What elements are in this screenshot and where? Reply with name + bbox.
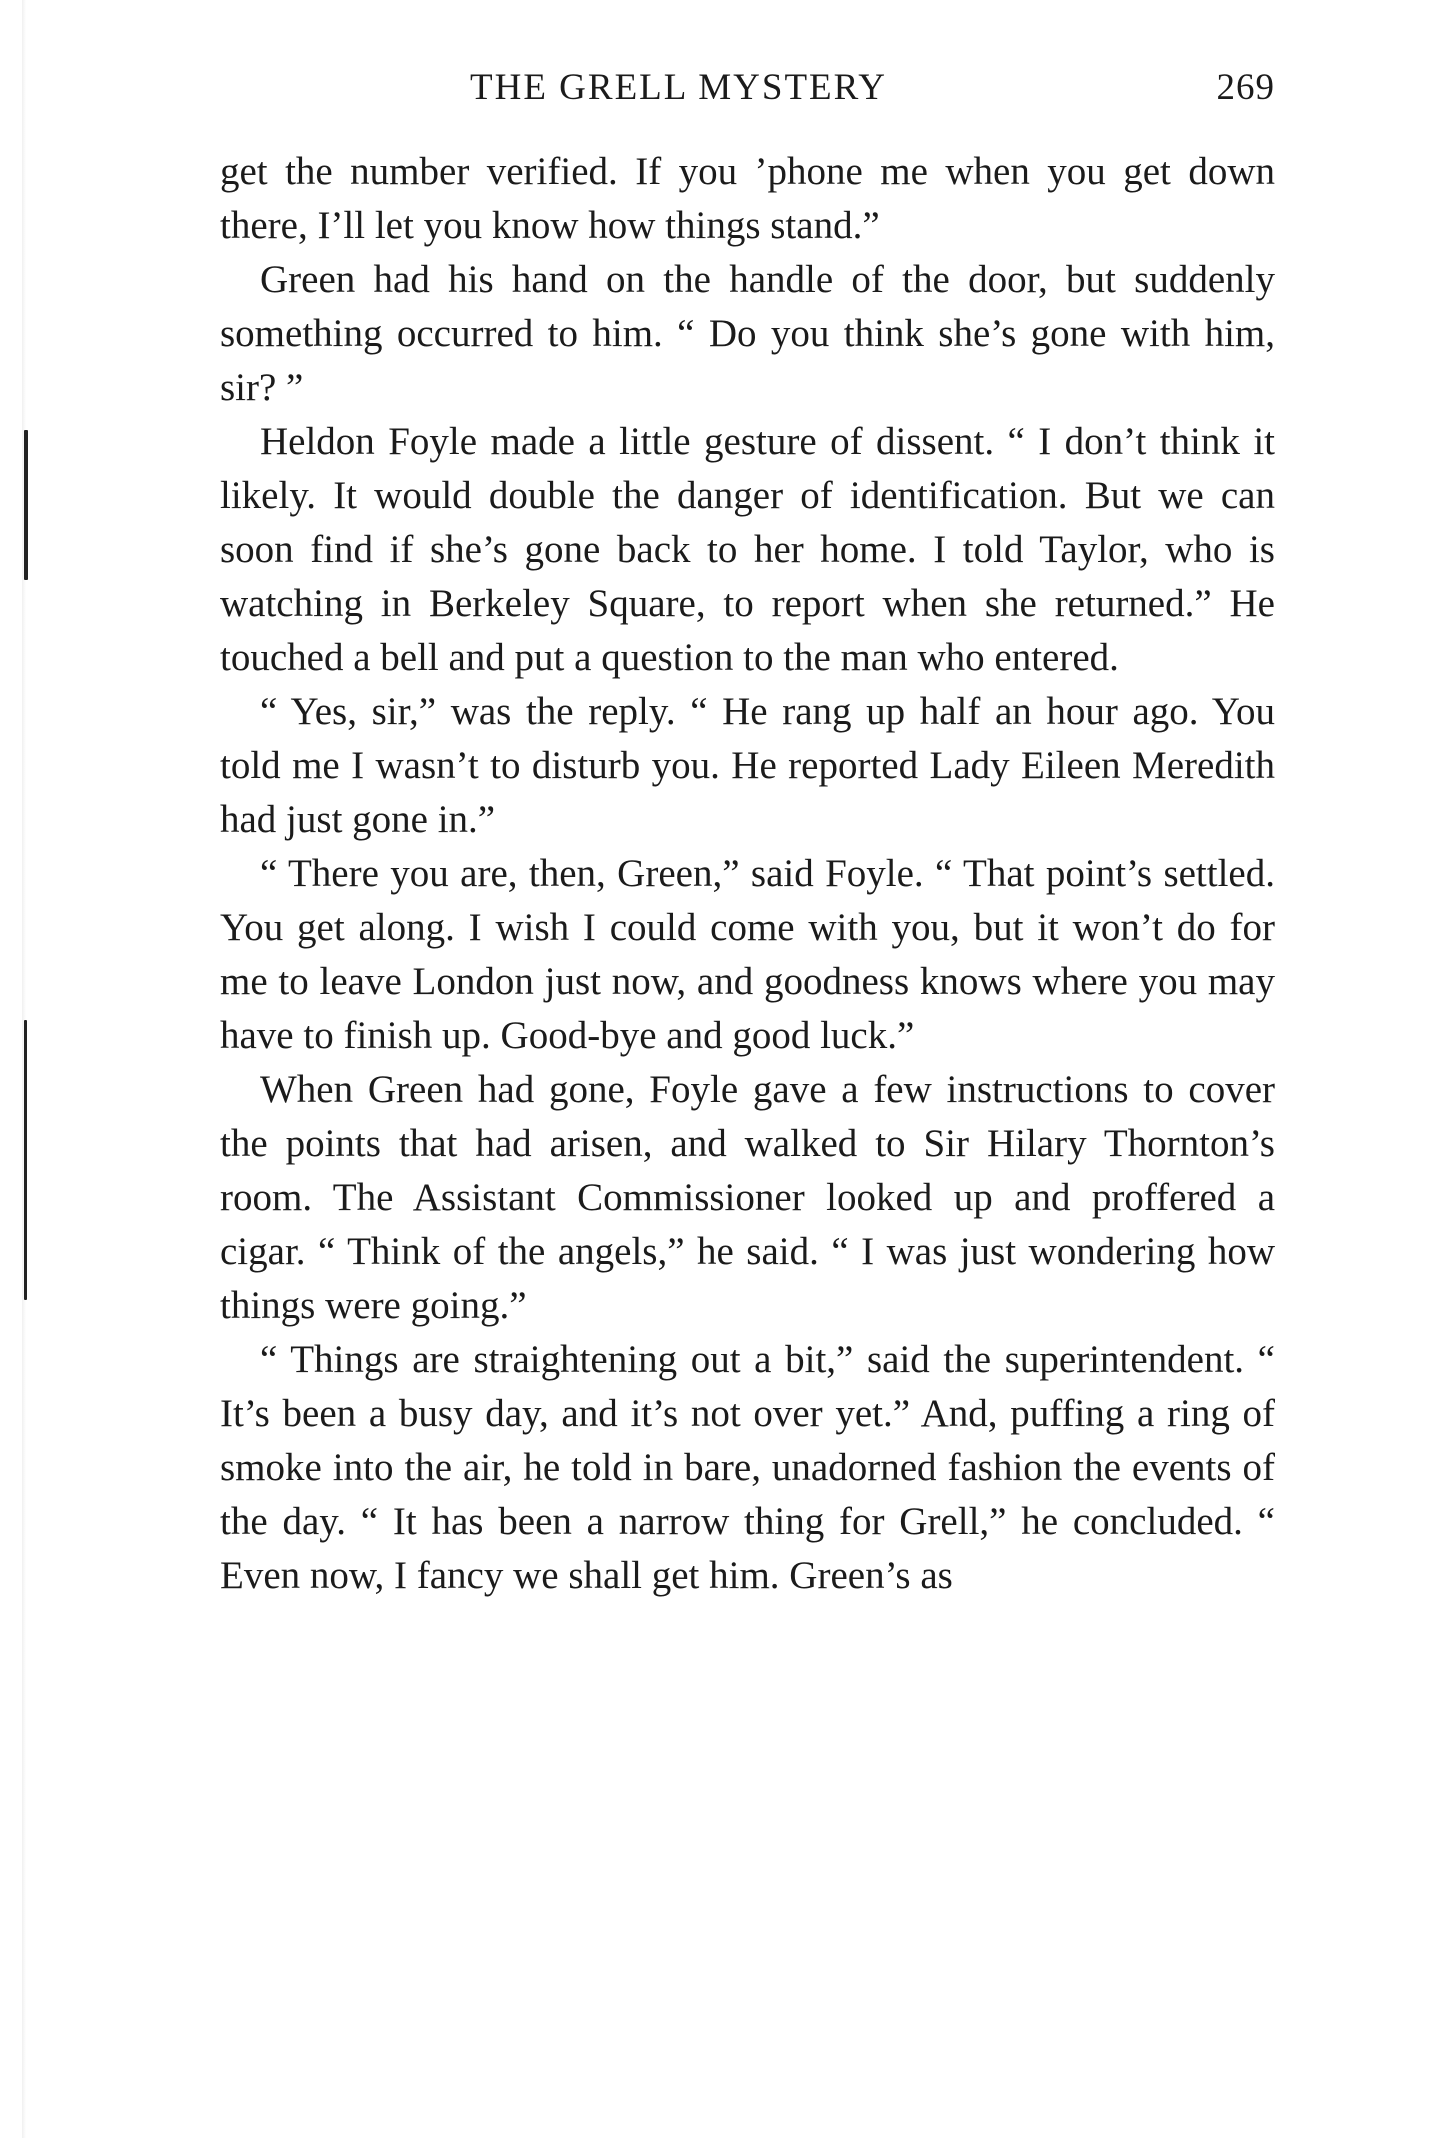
paragraph: “ Things are straightening out a bit,” said the superintendent. “ It’s been a busy day, and it’s not over yet.” And, puffing a ring of smoke into the air, he told in bare, unadorned fashion the events of the day. “ It has been a narrow thing for Grell,” he concluded. “ Even now, I fancy we shall get him. Green’s as	[220, 1338, 1275, 1597]
spine-mark	[24, 1020, 27, 1300]
paragraph: When Green had gone, Foyle gave a few instructions to cover the points that had arisen, and walked to Sir Hilary Thornton’s room. The Assistant Commissioner looked up and proffered a cigar. “ Think of the angels,” he said. “ I was just wondering how things were going.”	[220, 1068, 1275, 1327]
text-body	[220, 145, 1275, 1603]
paragraph: “ Yes, sir,” was the reply. “ He rang up half an hour ago. You told me I wasn’t to disturb you. He reported Lady Eileen Meredith had just gone in.”	[220, 690, 1275, 841]
spine-mark	[24, 430, 28, 580]
paragraph: get the number verified. If you ’phone me when you get down there, I’ll let you know how things stand.”	[220, 150, 1275, 247]
running-head	[220, 66, 1275, 126]
page-number: 269	[1216, 67, 1275, 108]
paragraph: “ There you are, then, Green,” said Foyle. “ That point’s settled. You get along. I wish I could come with you, but it won’t do for me to leave London just now, and goodness knows where you may have to finish up. Good-bye and good luck.”	[220, 852, 1275, 1057]
paragraph: Heldon Foyle made a little gesture of dissent. “ I don’t think it likely. It would double the danger of identification. But we can soon find if she’s gone back to her home. I told Taylor, who is watching in Berkeley Square, to report when she returned.” He touched a bell and put a question to the man who entered.	[220, 420, 1275, 679]
paragraph: Green had his hand on the handle of the door, but suddenly something occurred to him. “ Do you think she’s gone with him, sir? ”	[220, 258, 1275, 409]
running-title: THE GRELL MYSTERY	[470, 67, 888, 108]
